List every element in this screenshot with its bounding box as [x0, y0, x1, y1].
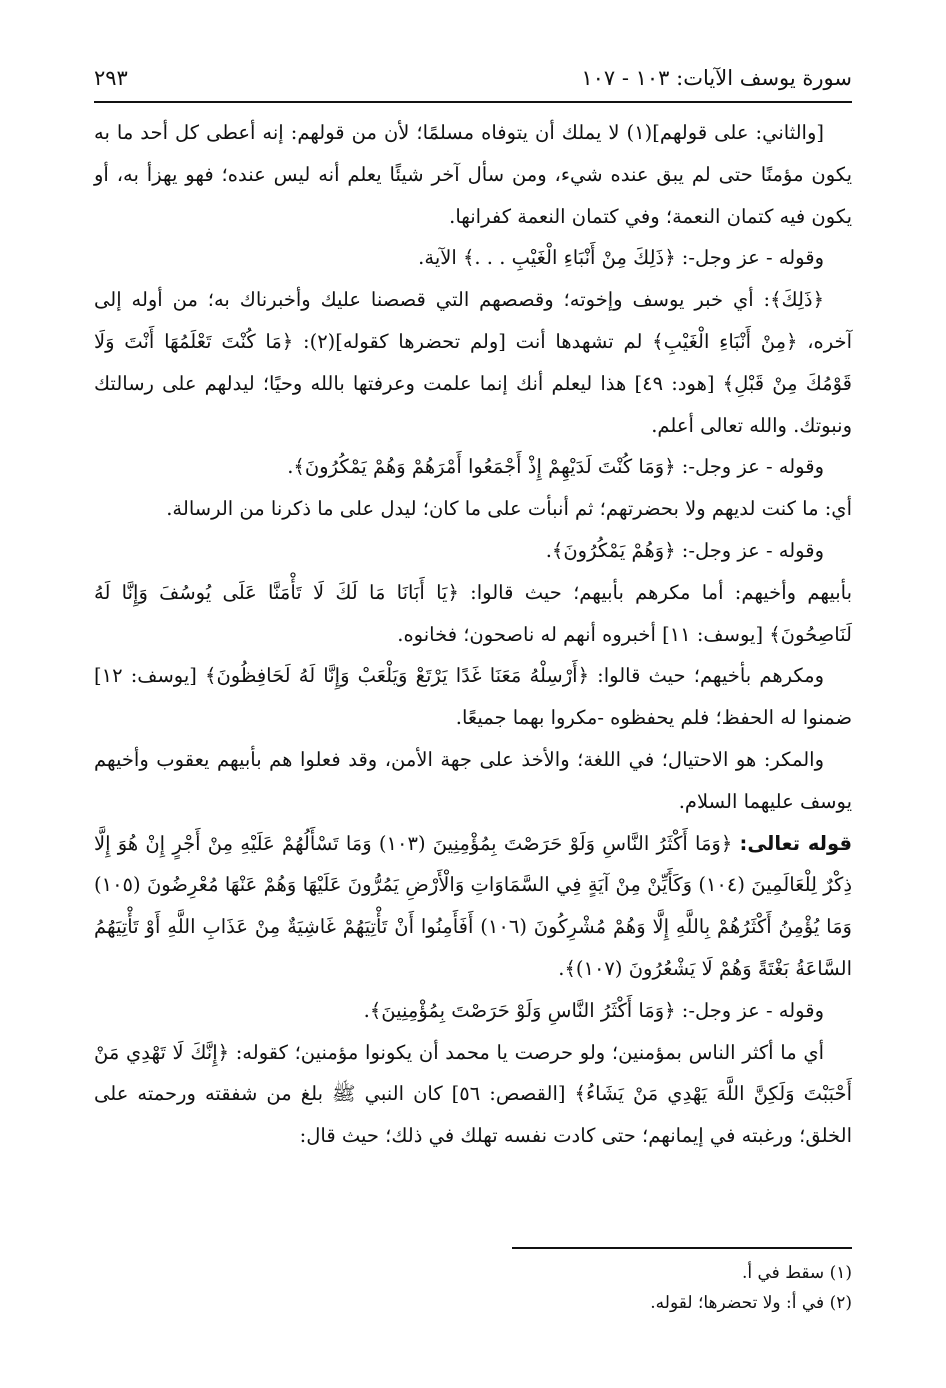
paragraph: والمكر: هو الاحتيال؛ في اللغة؛ والأخذ على جهة الأمن، وقد فعلوا هم بأبيهم يعقوب وأخيهم يوسف عليهما السلام.: [94, 747, 852, 813]
verse-block: [94, 823, 852, 990]
header-divider: [94, 101, 852, 103]
verse-lead: قوله تعالى:: [739, 831, 852, 855]
paragraph: أي: ما كنت لديهم ولا بحضرتهم؛ ثم أنبأت على ما كان؛ ليدل على ما ذكرنا من الرسالة.: [166, 497, 852, 521]
paragraph: ﴿ذَلِكَ﴾: أي خبر يوسف وإخوته؛ وقصصهم التي قصصنا عليك وأخبرناك به؛ من أوله إلى آخره، ﴿مِنْ أَنْبَاءِ الْغَيْبِ﴾ لم تشهدها أنت [ولم تحضرها كقوله](٢): ﴿مَا كُنْتَ تَعْلَمُهَا أَنْتَ وَلَا قَوْمُكَ مِنْ قَبْلِ﴾ [هود: ٤٩] هذا ليعلم أنك إنما علمت وعرفتها بالله وحيًا؛ ليدلهم على رسالتك ونبوتك. والله تعالى أعلم.: [94, 288, 852, 437]
footnotes: [94, 1258, 852, 1318]
verse-text: ﴿وَمَا أَكْثَرُ النَّاسِ وَلَوْ حَرَصْتَ بِمُؤْمِنِينَ (١٠٣) وَمَا تَسْأَلُهُمْ عَلَيْهِ مِنْ أَجْرٍ إِنْ هُوَ إِلَّا ذِكْرٌ لِلْعَالَمِينَ (١٠٤) وَكَأَيِّنْ مِنْ آيَةٍ فِي السَّمَاوَاتِ وَالْأَرْضِ يَمُرُّونَ عَلَيْهَا وَهُمْ عَنْهَا مُعْرِضُونَ (١٠٥) وَمَا يُؤْمِنُ أَكْثَرُهُمْ بِاللَّهِ إِلَّا وَهُمْ مُشْرِكُونَ (١٠٦) أَفَأَمِنُوا أَنْ تَأْتِيَهُمْ غَاشِيَةٌ مِنْ عَذَابِ اللَّهِ أَوْ تَأْتِيَهُمُ السَّاعَةُ بَغْتَةً وَهُمْ لَا يَشْعُرُونَ (١٠٧)﴾.: [94, 831, 853, 980]
main-text: [94, 112, 852, 1157]
paragraph: أي ما أكثر الناس بمؤمنين؛ ولو حرصت يا محمد أن يكونوا مؤمنين؛ كقوله: ﴿إِنَّكَ لَا تَهْدِي مَنْ أَحْبَبْتَ وَلَكِنَّ اللَّهَ يَهْدِي مَنْ يَشَاءُ﴾ [القصص: ٥٦] كان النبي ﷺ بلغ من شفقته ورحمته على الخلق؛ ورغبته في إيمانهم؛ حتى كادت نفسه تهلك في ذلك؛ حيث قال:: [94, 1040, 852, 1148]
footnote: (٢) في أ: ولا تحضرها؛ لقوله.: [650, 1293, 852, 1313]
running-title: سورة يوسف الآيات: ١٠٣ - ١٠٧: [581, 66, 852, 90]
footnote: (١) سقط في أ.: [741, 1263, 852, 1283]
paragraph: ومكرهم بأخيهم؛ حيث قالوا: ﴿أَرْسِلْهُ مَعَنَا غَدًا يَرْتَعْ وَيَلْعَبْ وَإِنَّا لَهُ لَحَافِظُونَ﴾ [يوسف: ١٢] ضمنوا له الحفظ؛ فلم يحفظوه -مكروا بهما جميعًا.: [94, 664, 852, 730]
page-header: [94, 58, 852, 98]
paragraph: بأبيهم وأخيهم: أما مكرهم بأبيهم؛ حيث قالوا: ﴿يَا أَبَانَا مَا لَكَ لَا تَأْمَنَّا عَلَى يُوسُفَ وَإِنَّا لَهُ لَنَاصِحُونَ﴾ [يوسف: ١١] أخبروه أنهم له ناصحون؛ فخانوه.: [94, 580, 852, 646]
paragraph: وقوله - عز وجل-: ﴿وَهُمْ يَمْكُرُونَ﴾.: [545, 538, 824, 562]
paragraph: وقوله - عز وجل-: ﴿وَمَا كُنْتَ لَدَيْهِمْ إِذْ أَجْمَعُوا أَمْرَهُمْ وَهُمْ يَمْكُرُونَ﴾.: [287, 455, 824, 479]
footnote-divider: [512, 1247, 852, 1249]
paragraph: وقوله - عز وجل-: ﴿ذَلِكَ مِنْ أَنْبَاءِ الْغَيْبِ . . .﴾ الآية.: [418, 246, 824, 270]
paragraph: [والثاني: على قولهم](١) لا يملك أن يتوفاه مسلمًا؛ لأن من قولهم: إنه أعطى كل أحد ما به يكون مؤمنًا حتى لم يبق عنده شيء، ومن سأل آخر شيئًا يعلم أنه ليس عنده؛ فهو يهزأ به، أو يكون فيه كتمان النعمة؛ وفي كتمان النعمة كفرانها.: [94, 121, 852, 228]
paragraph: وقوله - عز وجل-: ﴿وَمَا أَكْثَرُ النَّاسِ وَلَوْ حَرَصْتَ بِمُؤْمِنِينَ﴾.: [363, 998, 824, 1022]
page-number: ٢٩٣: [94, 66, 128, 90]
